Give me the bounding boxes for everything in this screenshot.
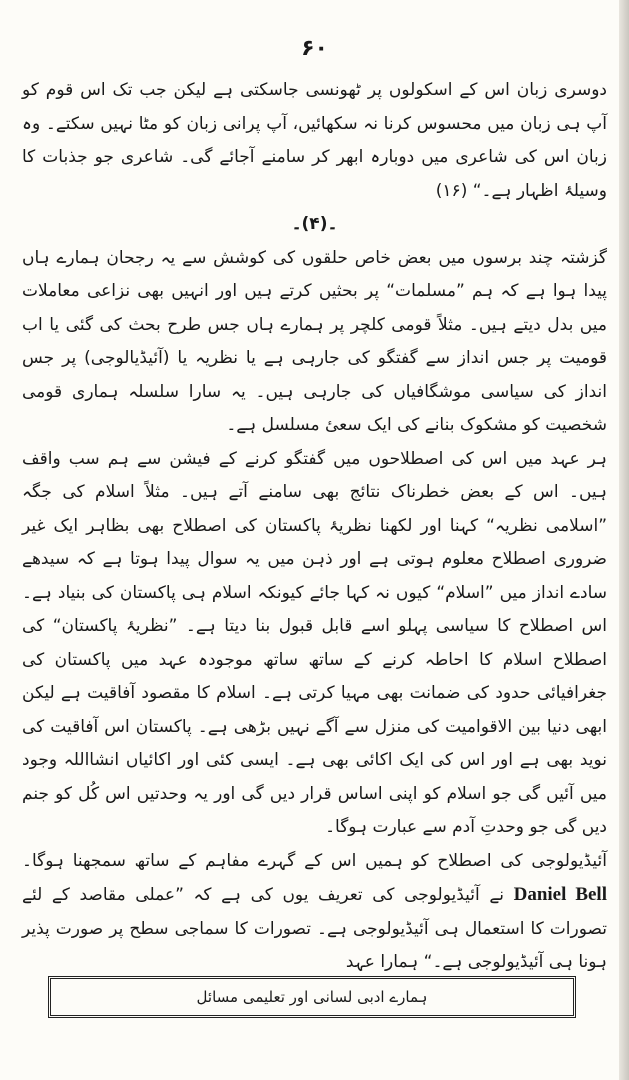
page-number: ۶۰ (301, 36, 328, 61)
ideology-text-end: نے آئیڈیولوجی کی تعریف یوں کی ہے کہ ”عملی مقاصد کے لئے تصورات کا استعمال ہی آئیڈیولوجی ہے۔ تصورات کا سماجی سطح پر صورت پذیر ہونا ہی آئیڈیولوجی ہے۔“ ہمارا عہد (22, 885, 607, 972)
book-title: ہمارے ادبی لسانی اور تعلیمی مسائل (196, 988, 428, 1006)
paragraph-nazariya-pakistan: ہر عہد میں اس کی اصطلاحوں میں گفتگو کرنے کے فیشن سے ہم سب واقف ہیں۔ اس کے بعض خطرناک نتائج بھی سامنے آتے ہیں۔ مثلاً اسلام کی جگہ ”اسلامی نظریہ“ کہنا اور لکھنا نظریۂ پاکستان کی اصطلاح بھی بظاہر ایک غیر ضروری اصطلاح معلوم ہوتی ہے اور ذہن میں یہ سوال پیدا ہوتا ہے کہ سیدھے سادے انداز میں ”اسلام“ کیوں نہ کہا جائے کیونکہ اسلام ہی پاکستان کی بنیاد ہے۔ اس اصطلاح کا سیاسی پہلو اسے قابل قبول بنا دیتا ہے۔ ”نظریۂ پاکستان“ کی اصطلاح اسلام کا احاطہ کرنے کے ساتھ ساتھ موجودہ عہد میں پاکستان کی جغرافیائی حدود کی ضمانت بھی مہیا کرتی ہے۔ اسلام کا مقصود آفاقیت ہے لیکن ابھی دنیا بین الاقوامیت کی منزل سے آگے نہیں بڑھی ہے۔ پاکستان اس آفاقیت کی نوید بھی ہے اور اس کی ایک اکائی بھی ہے۔ ایسی کئی اور اکائیاں انشااللہ وجود میں آئیں گی جو اسلام کو اپنی اساس قرار دیں گی اور یہ وحدتیں اس کُل کو جنم دیں گی جو وحدتِ آدم سے عبارت ہوگا۔ (22, 448, 607, 837)
paragraph-musallamat: گزشتہ چند برسوں میں بعض خاص حلقوں کی کوشش سے یہ رجحان ہمارے ہاں پیدا ہوا ہے کہ ہم ”مسلمات“ پر بحثیں کرتے ہیں اور انہیں بھی نزاعی معاملات میں بدل دیتے ہیں۔ مثلاً قومی کلچر پر ہمارے ہاں جس طرح بحث کی گئی یا اب قومیت پر جس انداز سے گفتگو کی جارہی ہے یا نظریہ یا (آئیڈیالوجی) پر جس انداز کی سیاسی موشگافیاں کی جارہی ہیں۔ یہ سارا سلسلہ ہماری قومی شخصیت کو مشکوک بنانے کی ایک سعیٔ مسلسل ہے۔ (22, 247, 607, 435)
body-text (22, 74, 607, 980)
ideology-text-start: آئیڈیولوجی کی اصطلاح کو ہمیں اس کے گہرے مفاہم کے ساتھ سمجھنا ہوگا۔ (22, 850, 607, 871)
page-edge-shadow (619, 0, 629, 1080)
book-title-footer (48, 976, 576, 1018)
author-name-latin: Daniel Bell (513, 884, 607, 905)
paragraph-ideology (22, 845, 607, 980)
paragraph-quote-end: دوسری زبان اس کے اسکولوں پر ٹھونسی جاسکتی ہے لیکن جب تک اس قوم کو آپ ہی زبان میں محسوس کرنا نہ سکھائیں، آپ پرانی زبان کو مٹا نہیں سکتے۔ وہ زبان اس کی شاعری میں دوبارہ ابھر کر سامنے آجائے گی۔ شاعری جو جذبات کا وسیلۂ اظہار ہے۔“ (۱۶) (22, 80, 607, 201)
section-number: ۔(۴)۔ (291, 214, 338, 234)
